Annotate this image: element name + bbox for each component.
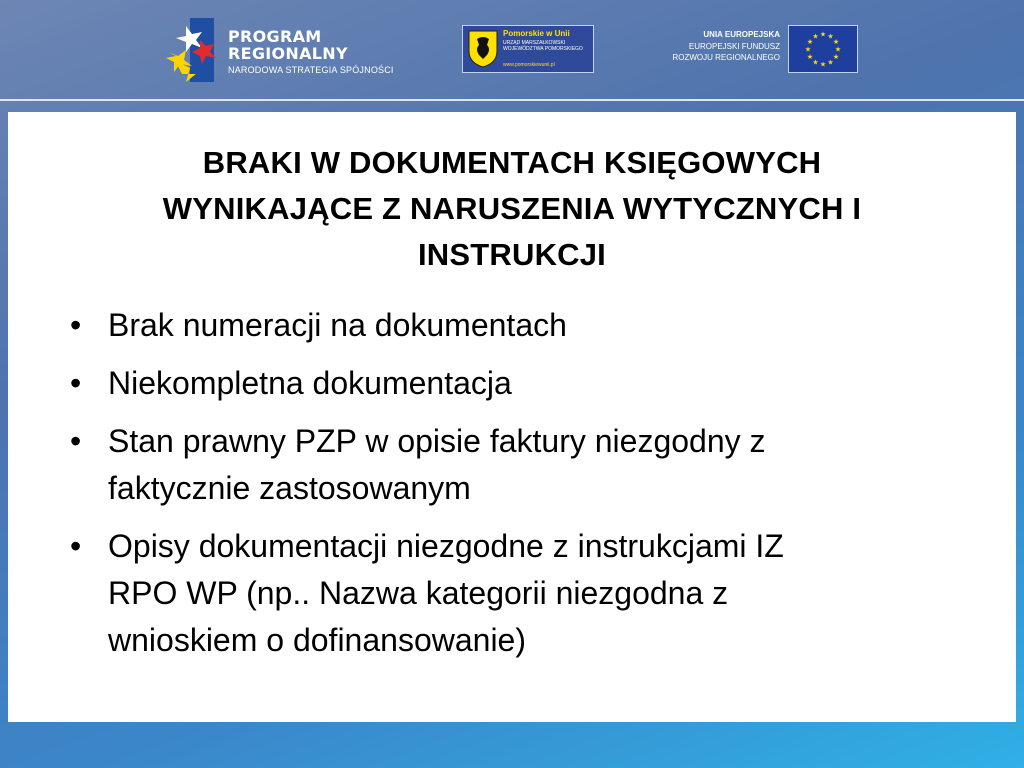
eu-star-icon: ★ (832, 54, 840, 61)
bullet-line: RPO WP (np.. Nazwa kategorii niezgodna z (108, 575, 729, 611)
slide-title (28, 140, 996, 278)
pomorskie-w-unii-logo (462, 25, 594, 73)
pomorskie-griffin-crest-icon (467, 29, 499, 69)
bullet-list (70, 302, 970, 675)
slide-title-line: INSTRUKCJI (417, 237, 606, 272)
bullet-item (70, 360, 970, 407)
eu-star-icon: ★ (806, 54, 814, 61)
pomorskie-logo-line2: URZĄD MARSZAŁKOWSKI (503, 40, 566, 46)
eu-star-icon: ★ (827, 59, 834, 67)
bullet-item (70, 302, 970, 349)
eu-logo-line3: ROZWOJU REGIONALNEGO (672, 53, 780, 62)
eu-logo-text (672, 29, 780, 63)
program-regionalny-text (228, 28, 394, 76)
pomorskie-logo-line4: www.pomorskiewunii.pl (503, 62, 555, 68)
program-regionalny-logo (166, 16, 396, 86)
pomorskie-logo-line2-3 (503, 40, 583, 52)
eu-star-icon: ★ (812, 33, 819, 41)
pomorskie-logo-line3: WOJEWÓDZTWA POMORSKIEGO (503, 46, 583, 52)
header-divider (0, 99, 1024, 101)
eu-logo-line2: EUROPEJSKI FUNDUSZ (688, 42, 780, 51)
eu-stars-icon (789, 26, 857, 72)
program-logo-line3: NARODOWA STRATEGIA SPÓJNOŚCI (228, 65, 394, 75)
bullet-line: Niekompletna dokumentacja (108, 365, 512, 401)
pomorskie-logo-line1: Pomorskie w Unii (503, 29, 570, 38)
eu-star-icon: ★ (834, 46, 842, 54)
eu-star-icon: ★ (806, 39, 814, 46)
eu-star-icon: ★ (827, 33, 834, 41)
eu-flag-icon (788, 25, 858, 73)
eu-logo-line1: UNIA EUROPEJSKA (703, 30, 780, 39)
eu-star-icon: ★ (804, 46, 812, 54)
unia-europejska-logo (630, 25, 858, 71)
eu-star-icon: ★ (819, 31, 827, 39)
program-logo-line2: REGIONALNY (228, 44, 348, 63)
bullet-item (70, 418, 970, 512)
slide-title-line: BRAKI W DOKUMENTACH KSIĘGOWYCH (202, 145, 822, 180)
eu-star-icon: ★ (812, 59, 819, 67)
bullet-line: faktycznie zastosowanym (108, 470, 471, 506)
slide-title-line: WYNIKAJĄCE Z NARUSZENIA WYTYCZNYCH I (162, 191, 862, 226)
bullet-line: Opisy dokumentacji niezgodne z instrukcjami IZ (108, 528, 784, 564)
header-bar (0, 0, 1024, 100)
slide-content-panel (8, 112, 1016, 722)
program-regionalny-emblem-icon (166, 16, 222, 86)
eu-star-icon: ★ (832, 39, 840, 46)
eu-star-icon: ★ (819, 61, 827, 69)
program-logo-line1: PROGRAM (228, 27, 322, 46)
bullet-line: Brak numeracji na dokumentach (108, 307, 567, 343)
bullet-line: Stan prawny PZP w opisie faktury niezgodny z (108, 423, 766, 459)
bullet-item (70, 523, 970, 664)
bullet-line: wnioskiem o dofinansowanie) (108, 622, 526, 658)
